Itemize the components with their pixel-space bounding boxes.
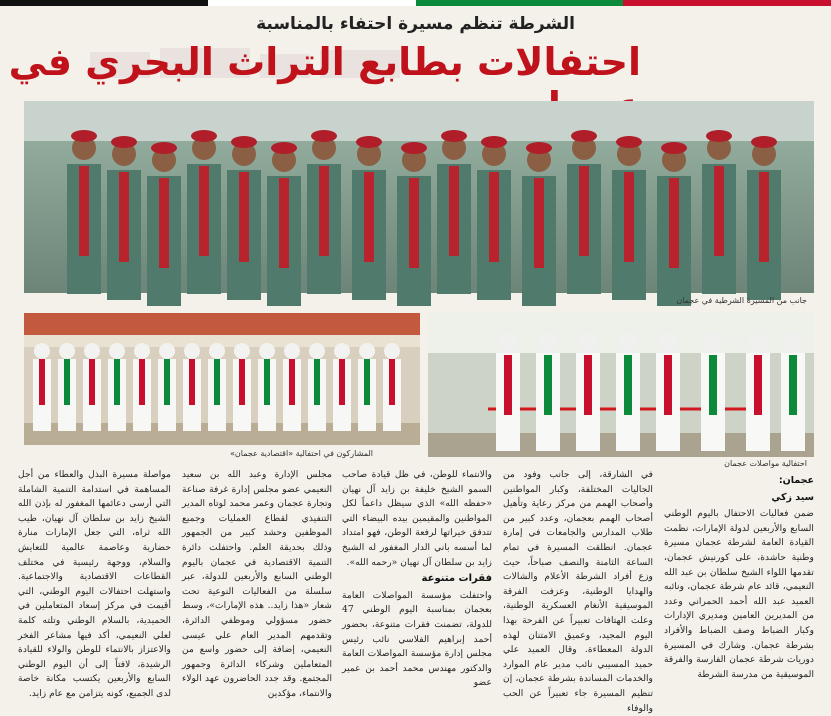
officers-group — [67, 130, 781, 306]
transport-event-photo — [428, 313, 814, 457]
column-1-text: ضمن فعاليات الاحتفال باليوم الوطني السابع والأربعين لدولة الإمارات، نظمت القيادة العامة لشرطة عجمان مسيرة وطنية حاشدة، على كورنيش عجمان، تقدمها اللواء الشيخ سلطان بن عبد الله النعيمي، قائد عام شرطة عجمان، ونائبه العميد عبد الله أحمد الحمراني وعدد من المديرين العامين ومديري الإدارات وكبار الضباط وصف الضباط والأفراد بشرطة عجمان. وشارك في المسيرة دوريات شرطة عجمان الفارسة والفرقة الموسيقية من مدرسة الشرطة — [664, 508, 814, 680]
article-column-1 — [664, 472, 814, 680]
column-4-text: مجلس الإدارة وعبد الله بن سعيد النعيمي عضو مجلس إدارة غرفة صناعة وتجارة عجمان وعمر محمد لوتاه المدير التنفيذي لقطاع العمليات وجميع الموظفين وحشد كبير من الجمهور وذلك بحديقة العلم. واحتفلت دائرة التنمية الاقتصادية في عجمان باليوم الوطني السابع والأربعين للدولة، عبر سلسلة من الفعاليات النوعية تحت شعار «هذا زايد.. هذه الإمارات»، وسط حضور مسؤولي وموظفي الدائرة، وتقدمهم المدير العام علي عيسى النعيمي، إضافة إلى حضور واسع من المتعاملين وشركاء الدائرة وجمهور المجتمع. وقد جدد الحاضرون عهد الولاء والانتماء، مؤكدين — [182, 469, 332, 699]
economic-event-photo — [24, 313, 420, 445]
column-3-text-2: واحتفلت مؤسسة المواصلات العامة بعجمان بمناسبة اليوم الوطني 47 للدولة، تضمنت فقرات متنوعة، بحضور أحمد إبراهيم الفلاسي نائب رئيس مجلس إدارة مؤسسة المواصلات العامة والدكتور مهندس محمد أحمد بن عمير عضو — [342, 589, 492, 689]
headline: احتفالات بطابع التراث البحري في — [8, 40, 641, 84]
article-column-2 — [503, 468, 653, 714]
top-photo — [24, 101, 814, 293]
flag-stripe-red — [623, 0, 831, 6]
flag-stripe-green — [416, 0, 624, 6]
flag-stripe-white — [208, 0, 416, 6]
headline-area — [0, 36, 831, 96]
flag-stripe-black — [0, 0, 208, 6]
top-photo-caption: جانب من المسيرة الشرطية في عجمان — [676, 296, 807, 305]
byline: سيد زكي — [771, 491, 814, 503]
column-3-text-1: والانتماء للوطن، في ظل قيادة صاحب السمو الشيخ خليفة بن زايد آل نهيان «حفظه الله» الذي سيظل داعماً لكل المواطنين والمقيمين بيده البيضاء التي تتدفق خيراتها لرفعة الوطن، فهو امتداد لما أسسه باني الدار المغفور له الشيخ زايد بن سلطان آل نهيان «رحمه الله». — [342, 469, 492, 568]
kicker: الشرطة تنظم مسيرة احتفاء بالمناسبة — [256, 14, 575, 34]
flag-stripe — [0, 0, 831, 6]
right-photo-caption: احتفالية مواصلات عجمان — [724, 459, 807, 468]
subhead: فقرات متنوعة — [421, 573, 492, 585]
article-column-3 — [342, 468, 492, 689]
column-2-text: في الشارقة، إلى جانب وفود من الجاليات المختلفة، وكبار المواطنين وأصحاب الهمم من مركز رعاية وتأهيل أصحاب الهمم بعجمان، وعدد كبير من طلاب المدارس والجامعات في إمارة عجمان. انطلقت المسيرة في تمام الساعة الثامنة والنصف صباحاً، حيث وزع أفراد الشرطة الأعلام والشالات والهدايا الوطنية، وعزفت الفرقة الموسيقية الأنغام العسكرية الوطنية، وعلت الهتافات تعبيراً عن الفرحة بهذا اليوم المجيد، وعميق الامتنان لهذه الدولة المعطاءة. وقال العميد علي حميد المسيبي نائب مدير عام الموارد والخدمات المساندة بشرطة عجمان، إن تنظيم المسيرة جاء تعبيراً عن الحب والوفاء — [503, 469, 653, 714]
article-column-4 — [182, 468, 332, 699]
dateline: عجمان: — [778, 475, 814, 486]
left-photo-caption: المشاركون في احتفالية «اقتصادية عجمان» — [230, 449, 373, 458]
article-column-5 — [18, 468, 171, 699]
column-5-text: مواصلة مسيرة البذل والعطاء من أجل المساهمة في استدامة التنمية الشاملة التي أرسى دعائمها المغفور له بإذن الله الشيخ زايد بن سلطان آل نهيان، طيب الله ثراه، التي جعل الإمارات منارة حضارية وعاصمة عالمية للتعايش والسلام، ووجهة رئيسية في مختلف القطاعات الاقتصادية والاجتماعية. واستهلت احتفالات اليوم الوطني، التي أقيمت في مركز إسعاد المتعاملين في الحميدية، بالسلام الوطني وتلته كلمة لعلي النعيمي، أكد فيها مشاعر الفخر والاعتزاز بالانتماء للوطن والولاء للقيادة الرشيدة، لافتاً إلى أن اليوم الوطني السابع والأربعين يكتسب مكانة خاصة لدى الجميع، كونه يتزامن مع عام زايد. — [18, 469, 171, 699]
